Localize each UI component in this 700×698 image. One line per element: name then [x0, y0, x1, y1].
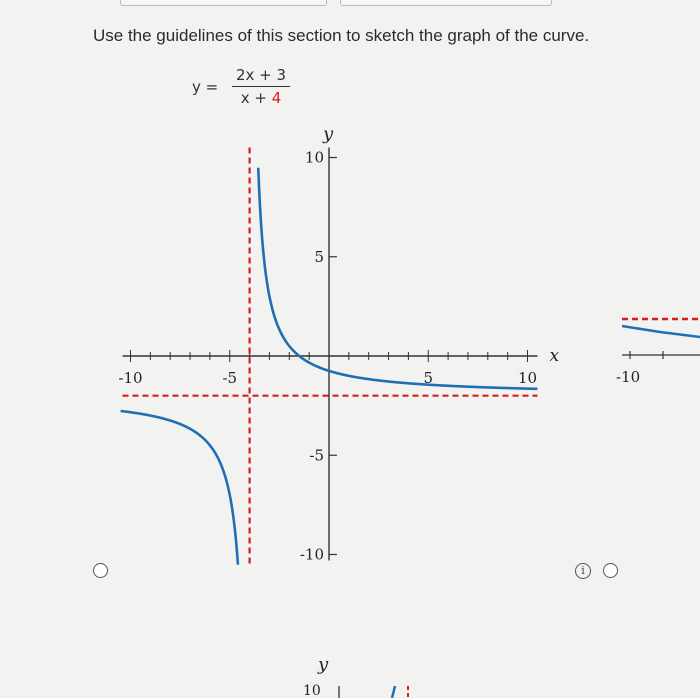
- x-tick-label: 5: [423, 369, 434, 387]
- option-radio-right[interactable]: [603, 563, 618, 578]
- partial-curve: [622, 326, 700, 337]
- partial-curve: [392, 686, 395, 698]
- graph-layer: [118, 124, 559, 565]
- question-prompt: Use the guidelines of this section to sketch the graph of the curve.: [93, 26, 590, 45]
- x-tick-label: -10: [118, 369, 143, 387]
- formula-numerator: 2x + 3: [235, 66, 287, 84]
- y-tick-label: 10: [304, 148, 324, 167]
- curve-left-branch: [121, 411, 238, 565]
- partial-y-axis-label: y: [318, 654, 329, 675]
- formula-lhs: y =: [192, 78, 219, 96]
- option-radio-left[interactable]: [93, 563, 108, 578]
- y-tick-label: -10: [299, 545, 324, 564]
- partial-x-tick-label: -10: [616, 368, 641, 386]
- x-tick-label: 10: [517, 369, 538, 387]
- partial-graph-bottom: [303, 654, 408, 698]
- x-axis-label: x: [549, 346, 560, 366]
- y-tick-label: 5: [314, 247, 324, 266]
- info-icon[interactable]: i: [575, 563, 591, 579]
- y-axis-label: y: [323, 123, 334, 145]
- denominator-constant: 4: [271, 89, 282, 107]
- denominator-variable: x +: [240, 89, 272, 107]
- partial-graph-right: [616, 319, 700, 386]
- y-tick-label: -5: [309, 446, 324, 465]
- partial-y-tick-label: 10: [303, 683, 321, 698]
- x-tick-label: -5: [222, 369, 238, 387]
